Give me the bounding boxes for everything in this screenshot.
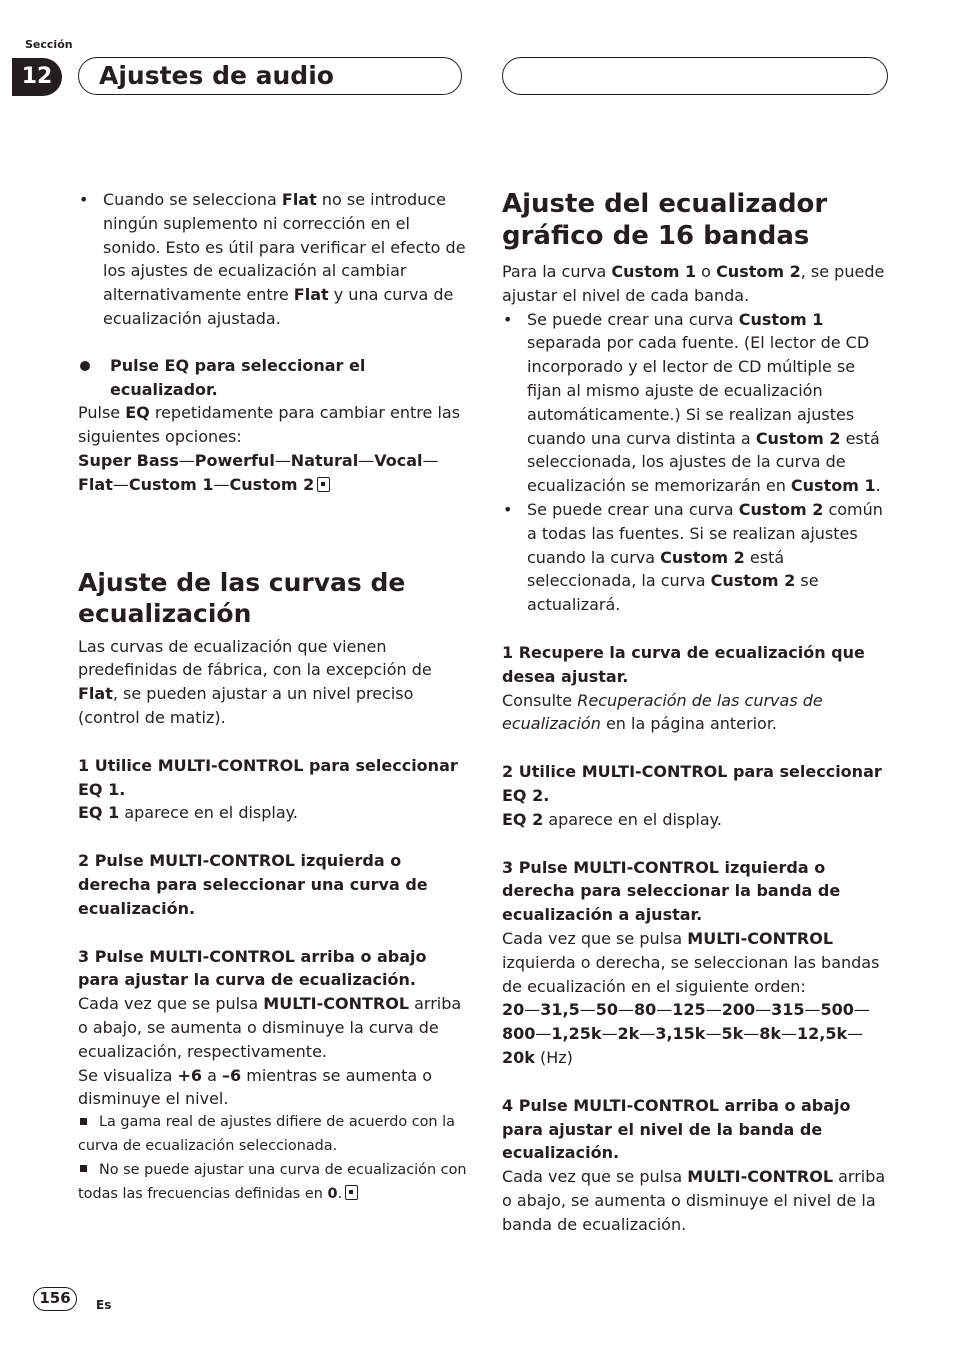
right-step1-body: Consulte Recuperación de las curvas de ecualización en la página anterior.	[502, 690, 823, 734]
right-step4-heading: 4 Pulse MULTI-CONTROL arriba o abajo para ajustar el nivel de la banda de ecualización.	[502, 1095, 851, 1163]
note-square-icon	[80, 1118, 87, 1125]
language-label: Es	[96, 1298, 112, 1312]
curvas-intro: Las curvas de ecualización que vienen predefinidas de fábrica, con la excepción de Flat, se pueden ajustar a un nivel preciso (control de matiz).	[78, 636, 432, 727]
custom1-bullet: • Se puede crear una curva Custom 1 separada por cada fuente. (El lector de CD incorporado y el lector de CD múltiple se fijan al mismo ajuste de ecualización automáticamente.) Si se realizan ajustes cuando una curva distinta a Custom 2 está seleccionada, los ajustes de la curva de ecualización se memorizarán en Custom 1.	[502, 308, 892, 498]
end-mark-icon	[317, 477, 330, 492]
section-number-badge: 12	[12, 58, 62, 96]
section-title-frame	[78, 57, 462, 95]
right-step2-body: EQ 2 aparece en el display.	[502, 809, 722, 829]
right-step4-body: Cada vez que se pulsa MULTI-CONTROL arriba o abajo, se aumenta o disminuye el nivel de la banda de ecualización.	[502, 1167, 886, 1234]
right-column	[502, 188, 892, 1236]
left-step1-body: EQ 1 aparece en el display.	[78, 803, 298, 823]
page-number: 156	[33, 1287, 77, 1311]
right-step1-heading: 1 Recupere la curva de ecualización que desea ajustar.	[502, 642, 865, 686]
end-mark-icon	[345, 1185, 358, 1200]
eq-heading: Pulse EQ para seleccionar el ecualizador.	[78, 354, 468, 402]
note-1: La gama real de ajustes difiere de acuerdo con la curva de ecualización seleccionada.	[78, 1114, 455, 1154]
left-step3-body2: Se visualiza +6 a –6 mientras se aumenta o disminuye el nivel.	[78, 1065, 433, 1109]
section-title: Ajustes de audio	[99, 61, 334, 90]
heading-curvas: Ajuste de las curvas de ecualización	[78, 567, 406, 628]
note-square-icon	[80, 1165, 87, 1172]
left-step3-body: Cada vez que se pulsa MULTI-CONTROL arriba o abajo, se aumenta o disminuye la curva de ecualización, respectivamente.	[78, 994, 462, 1061]
left-step3-heading: 3 Pulse MULTI-CONTROL arriba o abajo para ajustar la curva de ecualización.	[78, 946, 427, 990]
eq-options: Super Bass—Powerful—Natural—Vocal— Flat—Custom 1—Custom 2	[78, 450, 439, 494]
right-step2-heading: 2 Utilice MULTI-CONTROL para seleccionar EQ 2.	[502, 762, 882, 805]
band-sequence: 20—31,5—50—80—125—200—315—500— 800—1,25k—2k—3,15k—5k—8k—12,5k— 20k (Hz)	[502, 1000, 870, 1067]
empty-header-frame	[502, 57, 888, 95]
flat-bullet: • Cuando se selecciona Flat no se introduce ningún suplemento ni corrección en el sonido. Esto es útil para verificar el efecto de los ajustes de ecualización al cambiar alternativamente entre Flat y una curva de ecualización ajustada.	[78, 188, 468, 331]
right-step3-body: Cada vez que se pulsa MULTI-CONTROL izquierda o derecha, se seleccionan las bandas de ecualización en el siguiente orden:	[502, 928, 880, 996]
custom2-bullet: • Se puede crear una curva Custom 2 común a todas las fuentes. Si se realizan ajustes cuando la curva Custom 2 está seleccionada, la curva Custom 2 se actualizará.	[502, 498, 892, 617]
left-step1-heading: 1 Utilice MULTI-CONTROL para seleccionar EQ 1.	[78, 755, 458, 799]
bandas-intro: Para la curva Custom 1 o Custom 2, se puede ajustar el nivel de cada banda.	[502, 262, 885, 305]
left-column	[78, 188, 468, 1206]
eq-body: Pulse EQ repetidamente para cambiar entre las siguientes opciones:	[78, 403, 461, 447]
left-step2-heading: 2 Pulse MULTI-CONTROL izquierda o derecha para seleccionar una curva de ecualización.	[78, 851, 428, 918]
heading-16-bandas: Ajuste del ecualizador gráfico de 16 bandas	[502, 189, 828, 251]
note-2: No se puede ajustar una curva de ecualización con todas las frecuencias definidas en 0.	[78, 1161, 467, 1202]
section-label: Sección	[25, 38, 73, 51]
right-step3-heading: 3 Pulse MULTI-CONTROL izquierda o derecha para seleccionar la banda de ecualización a ajustar.	[502, 857, 841, 925]
